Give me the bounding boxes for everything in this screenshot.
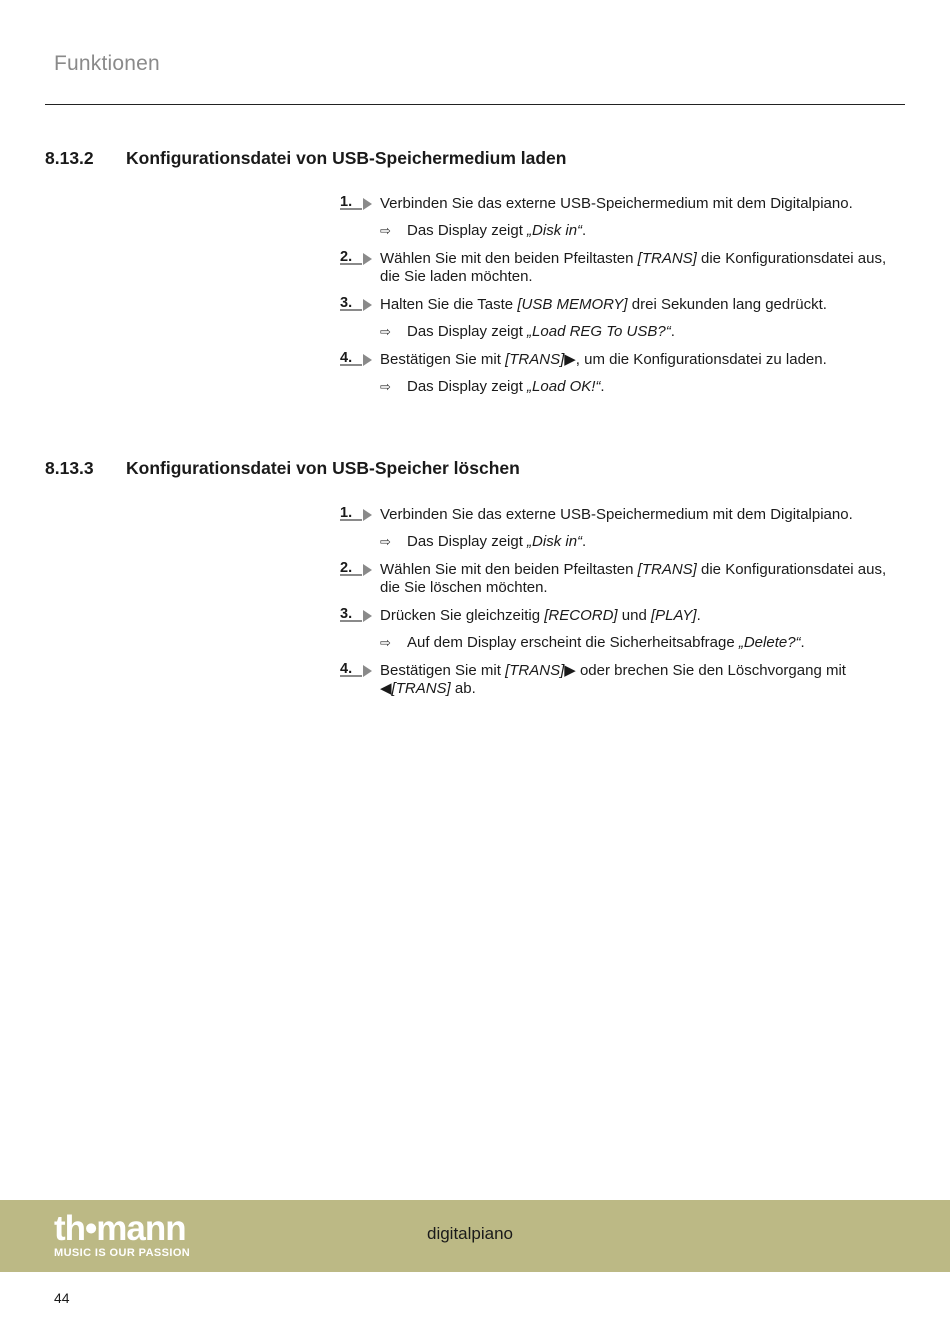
step-item: 3. Halten Sie die Taste [USB MEMORY] drei Sekunden lang gedrückt. [340,296,905,314]
step-item: 2. Wählen Sie mit den beiden Pfeiltasten [TRANS] die Konfigurationsdatei aus, die Sie laden möchten. [340,249,887,285]
step-result: ⇨ Das Display zeigt „Disk in“. [380,533,587,550]
footer-product-name: digitalpiano [427,1224,514,1243]
step-marker: 4. [340,349,374,371]
section-title: Konfigurationsdatei von USB-Speicher löschen [126,458,520,478]
result-arrow-icon: ⇨ [380,223,391,238]
thomann-logo: th•mann [54,1209,186,1248]
step-arrow-icon [363,299,372,311]
section-number: 8.13.3 [45,458,94,478]
step-arrow-icon [363,610,372,622]
section-8-13-2 [45,146,905,170]
step-arrow-icon [363,253,372,265]
step-marker: 1. [340,504,374,526]
step-arrow-icon [363,665,372,677]
step-marker: 4. [340,660,374,682]
step-arrow-icon [363,354,372,366]
step-item: 2. Wählen Sie mit den beiden Pfeiltasten [TRANS] die Konfigurationsdatei aus, die Sie löschen möchten. [340,560,887,596]
steps-list-8-13-2 [340,195,905,396]
step-marker: 2. [340,248,374,270]
header-divider [45,104,905,105]
step-arrow-icon [363,564,372,576]
step-marker: 3. [340,294,374,316]
result-arrow-icon: ⇨ [380,635,391,650]
section-title: Konfigurationsdatei von USB-Speichermedium laden [126,148,567,168]
steps-list-8-13-3 [340,506,905,698]
step-marker: 1. [340,193,374,215]
step-text: Verbinden Sie das externe USB-Speichermedium mit dem Digitalpiano. [380,195,853,212]
section-8-13-3 [45,456,905,480]
section-heading [45,456,905,480]
step-item: 3. Drücken Sie gleichzeitig [RECORD] und [PLAY]. [340,607,905,625]
logo-tagline: MUSIC IS OUR PASSION [54,1247,191,1259]
result-arrow-icon: ⇨ [380,324,391,339]
step-arrow-icon [363,198,372,210]
page-header-title: Funktionen [54,52,160,75]
step-item [340,506,905,524]
page-number: 44 [54,1290,70,1306]
step-result: ⇨ Das Display zeigt „Load REG To USB?“. [380,323,675,340]
step-text: Verbinden Sie das externe USB-Speichermedium mit dem Digitalpiano. [380,506,853,523]
step-marker: 3. [340,605,374,627]
step-arrow-icon [363,509,372,521]
result-arrow-icon: ⇨ [380,379,391,394]
step-item: 4. Bestätigen Sie mit [TRANS]▶ oder brechen Sie den Löschvorgang mit ◀[TRANS] ab. [340,661,846,697]
step-marker: 2. [340,559,374,581]
section-number: 8.13.2 [45,148,94,168]
step-result: ⇨ Das Display zeigt „Disk in“. [380,222,587,239]
step-item: 4. Bestätigen Sie mit [TRANS]▶, um die Konfigurationsdatei zu laden. [340,351,905,369]
step-result: ⇨ Auf dem Display erscheint die Sicherheitsabfrage „Delete?“. [380,634,805,651]
result-arrow-icon: ⇨ [380,534,391,549]
section-heading [45,146,905,170]
step-result: ⇨ Das Display zeigt „Load OK!“. [380,378,605,395]
step-item [340,195,905,213]
